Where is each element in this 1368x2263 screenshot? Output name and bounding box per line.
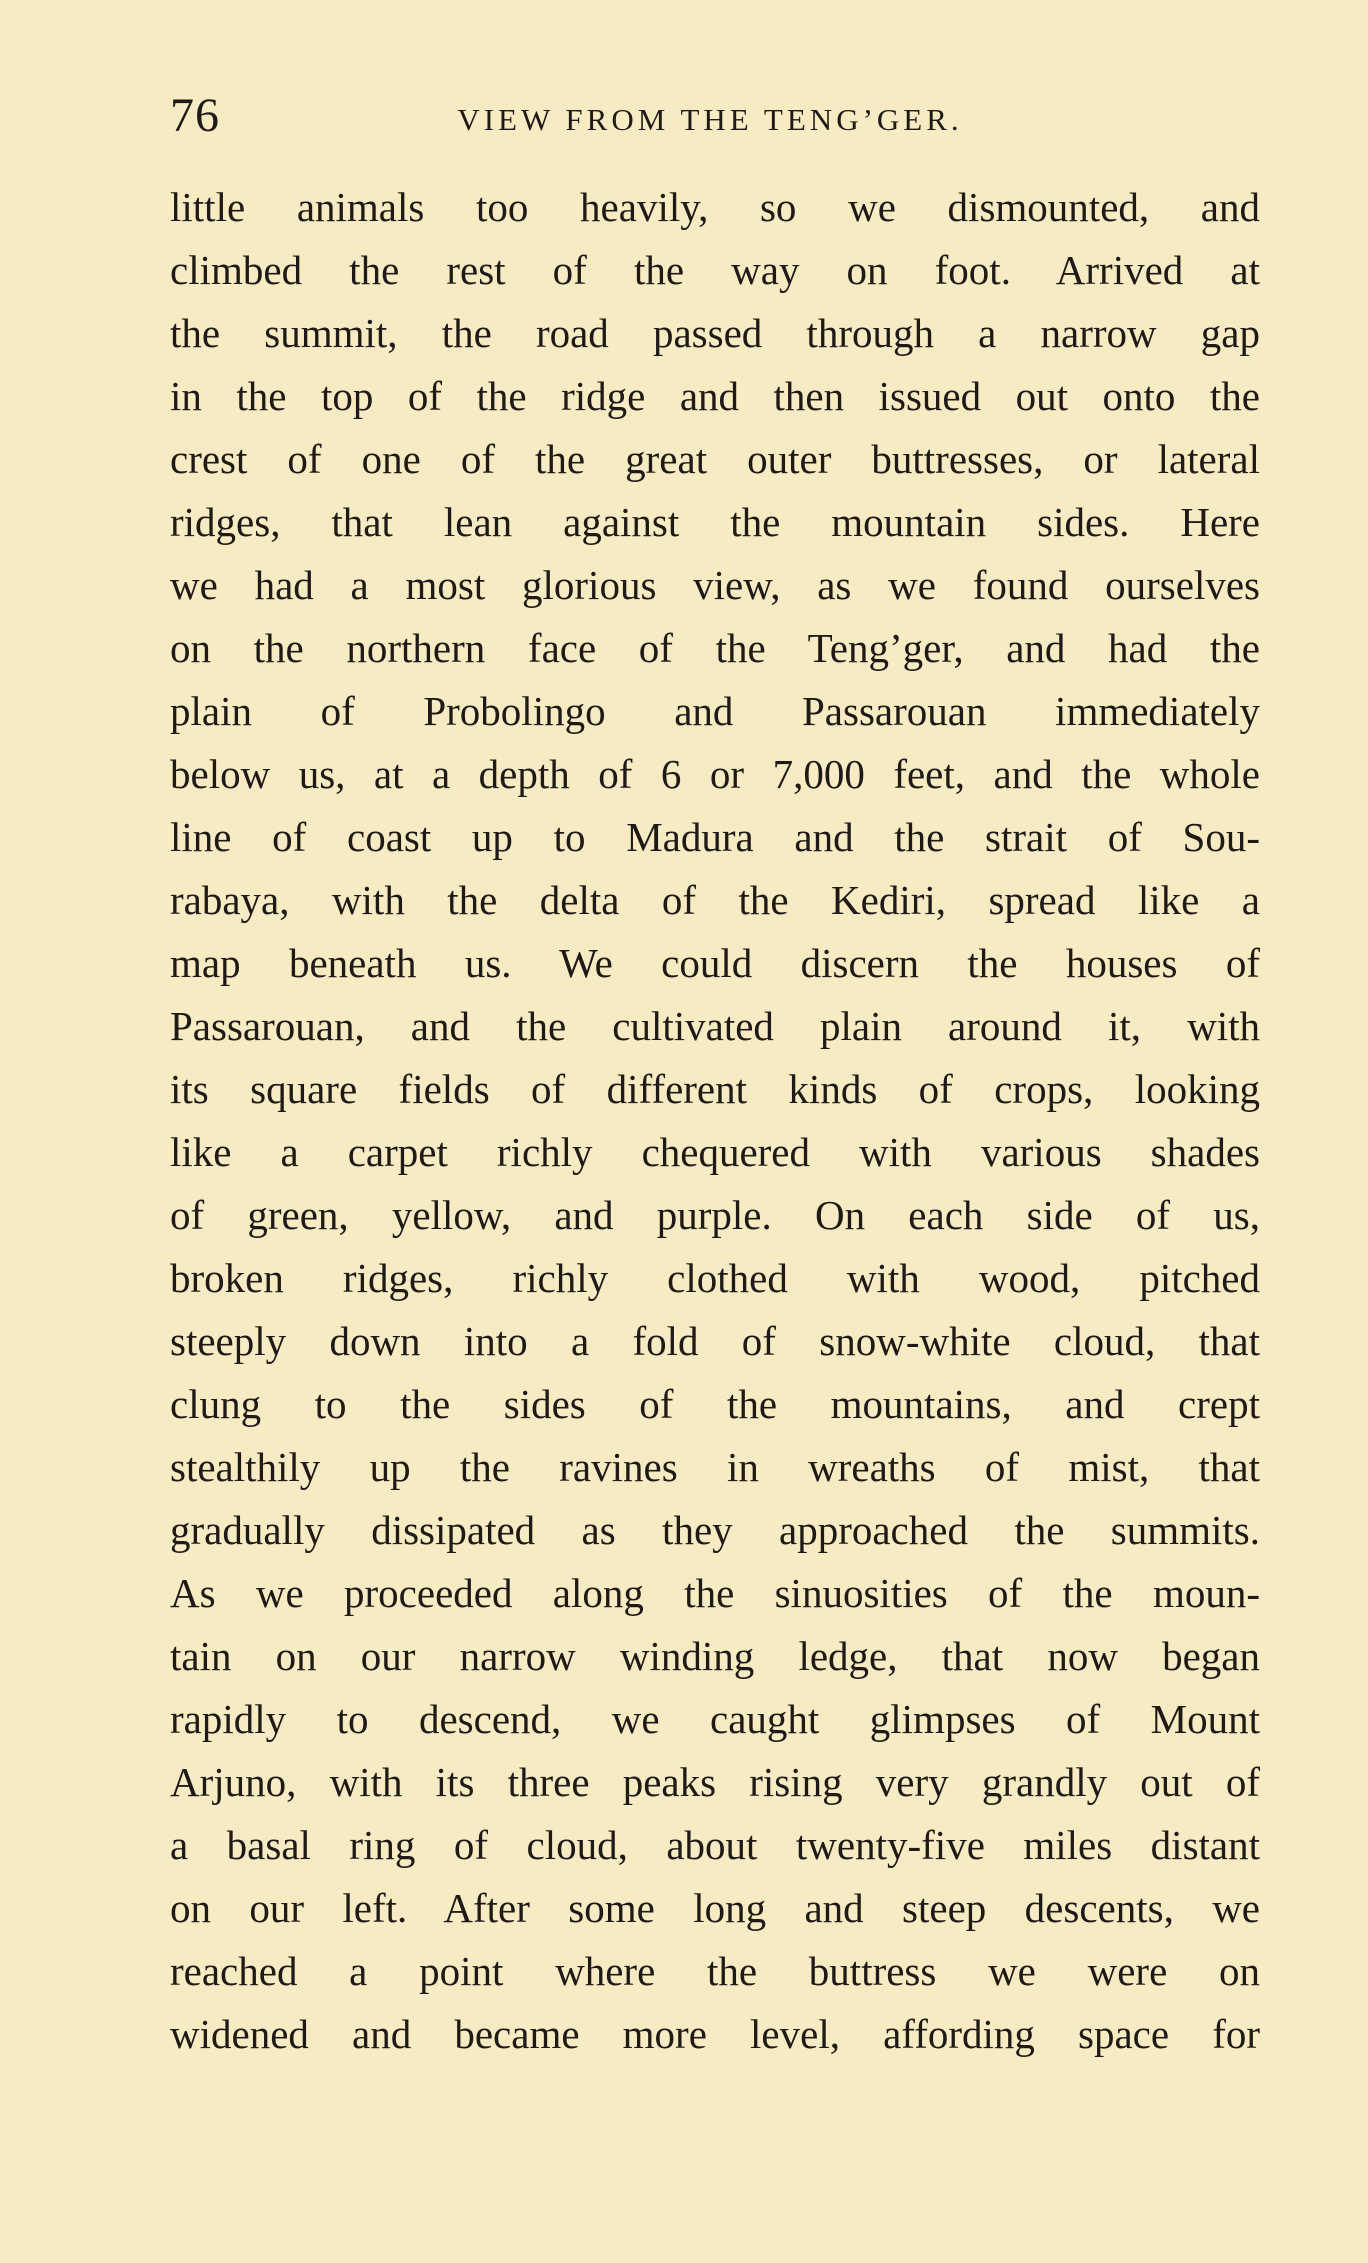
text-line: widened and became more level, affording space for (170, 2011, 1260, 2057)
text-line: we had a most glorious view, as we found ourselves (170, 562, 1260, 608)
body-text (170, 176, 1260, 2066)
text-line: reached a point where the buttress we were on (170, 1948, 1260, 1994)
text-line: Arjuno, with its three peaks rising very grandly out of (170, 1759, 1260, 1805)
text-line: rabaya, with the delta of the Kediri, spread like a (170, 877, 1260, 923)
page-header (170, 88, 1250, 148)
text-line: Passarouan, and the cultivated plain around it, with (170, 1003, 1260, 1049)
text-line: rapidly to descend, we caught glimpses of Mount (170, 1696, 1260, 1742)
text-line: stealthily up the ravines in wreaths of mist, that (170, 1444, 1260, 1490)
text-line: clung to the sides of the mountains, and crept (170, 1381, 1260, 1427)
text-line: climbed the rest of the way on foot. Arrived at (170, 247, 1260, 293)
text-line: map beneath us. We could discern the houses of (170, 940, 1260, 986)
text-line: crest of one of the great outer buttresses, or lateral (170, 436, 1260, 482)
text-line: little animals too heavily, so we dismounted, and (170, 184, 1260, 230)
text-line: tain on our narrow winding ledge, that now began (170, 1633, 1260, 1679)
text-line: As we proceeded along the sinuosities of the moun- (170, 1570, 1260, 1616)
text-line: broken ridges, richly clothed with wood, pitched (170, 1255, 1260, 1301)
text-line: line of coast up to Madura and the strait of Sou- (170, 814, 1260, 860)
text-line: on the northern face of the Teng’ger, and had the (170, 625, 1260, 671)
text-line: the summit, the road passed through a narrow gap (170, 310, 1260, 356)
text-line: like a carpet richly chequered with various shades (170, 1129, 1260, 1175)
text-line: on our left. After some long and steep descents, we (170, 1885, 1260, 1931)
text-line: in the top of the ridge and then issued out onto the (170, 373, 1260, 419)
text-line: a basal ring of cloud, about twenty-five miles distant (170, 1822, 1260, 1868)
page-number: 76 (170, 89, 220, 142)
text-line: ridges, that lean against the mountain sides. Here (170, 499, 1260, 545)
text-line: its square fields of different kinds of crops, looking (170, 1066, 1260, 1112)
text-line: of green, yellow, and purple. On each side of us, (170, 1192, 1260, 1238)
text-line: plain of Probolingo and Passarouan immediately (170, 688, 1260, 734)
text-line: steeply down into a fold of snow-white cloud, that (170, 1318, 1260, 1364)
text-line: below us, at a depth of 6 or 7,000 feet, and the whole (170, 751, 1260, 797)
running-head: VIEW FROM THE TENG’GER. (457, 102, 963, 137)
text-line: gradually dissipated as they approached the summits. (170, 1507, 1260, 1553)
